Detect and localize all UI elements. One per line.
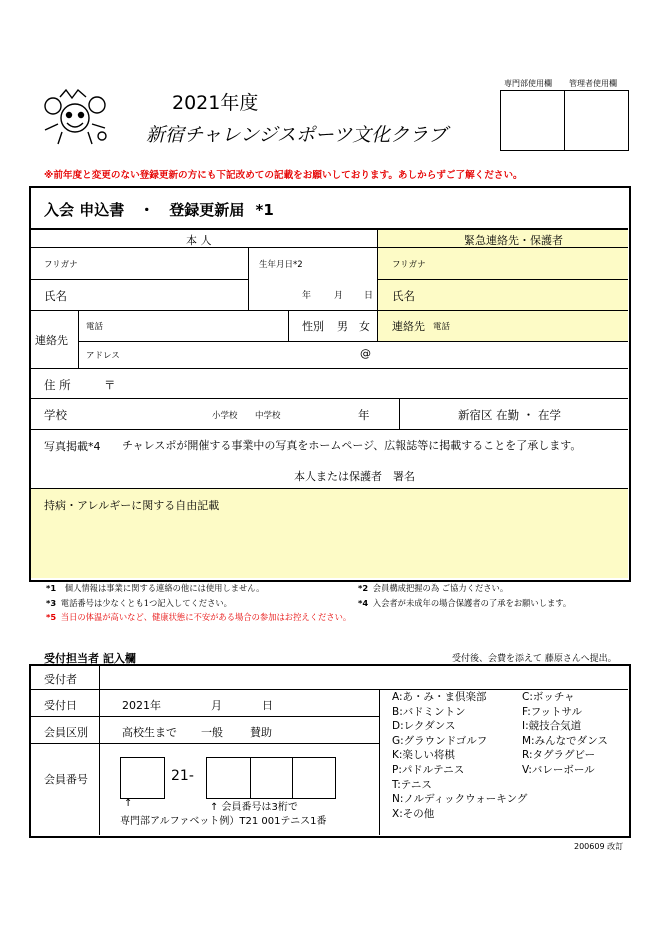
note-3	[46, 597, 232, 609]
em-name-label: 氏名	[392, 289, 415, 303]
school-label: 学校	[44, 408, 67, 422]
note-3-text: 電話番号は少なくとも1つ記入してください。	[60, 598, 232, 608]
note-5-text: 当日の体温が高いなど、健康状態に不安がある場合の参加はお控えください。	[60, 612, 352, 622]
reception-date-day: 日	[262, 699, 273, 712]
stamp-label-dept: 専門部使用欄	[504, 79, 552, 88]
note-3-mark: *3	[46, 598, 57, 608]
illness-input[interactable]	[36, 515, 622, 573]
club-codes-left	[392, 690, 527, 821]
note-1-text: 個人情報は事業に関する連絡の他には使用しません。	[64, 583, 265, 593]
club-code: D:レクダンス	[392, 720, 456, 733]
club-name: 新宿チャレンジスポーツ文化クラブ	[146, 124, 448, 146]
furigana-input[interactable]	[90, 250, 242, 276]
note-2	[358, 582, 508, 594]
em-name-input[interactable]	[420, 282, 620, 308]
em-furigana-input[interactable]	[440, 250, 620, 276]
club-code: T:テニス	[392, 778, 432, 791]
member-digit-2[interactable]	[249, 757, 293, 799]
phone-label: 電話	[86, 322, 104, 332]
update-notice: ※前年度と変更のない登録更新の方にも下記改めての記載をお願いしております。あしからずご了解ください。	[44, 170, 523, 181]
reception-title: 受付担当者 記入欄	[44, 652, 136, 665]
member-number-label: 会員番号	[44, 773, 88, 786]
receiver-input[interactable]	[104, 667, 622, 687]
note-2-mark: *2	[358, 583, 369, 593]
self-header: 本 人	[186, 234, 212, 247]
club-code: A:あ・み・ま倶楽部	[392, 691, 487, 703]
grade-unit: 年	[358, 408, 370, 422]
member-digit-3[interactable]	[292, 757, 336, 799]
phone-input[interactable]	[112, 313, 282, 339]
form-year: 2021年度	[172, 92, 259, 114]
form-title-text: 入会 申込書 ・ 登録更新届	[44, 201, 245, 219]
gender-label: 性別	[302, 320, 324, 333]
club-code: K:楽しい将棋	[392, 749, 455, 762]
note-1-mark: *1	[46, 583, 57, 593]
club-code: N:ノルディックウォーキング	[392, 793, 528, 806]
category-student[interactable]: 高校生まで	[122, 726, 177, 739]
birth-month-unit: 月	[334, 291, 344, 301]
gender-male[interactable]: 男	[337, 320, 348, 333]
form-title	[44, 199, 274, 220]
member-number-example: 専門部アルファベット例）T21 001テニス1番	[120, 816, 327, 827]
receiver-label: 受付者	[44, 673, 77, 686]
club-code: X:その他	[392, 807, 435, 820]
email-input[interactable]	[130, 344, 350, 366]
arrow-dept: ↑	[124, 798, 133, 809]
note-5	[46, 611, 351, 623]
stamp-box-admin[interactable]	[564, 90, 629, 151]
furigana-label: フリガナ	[44, 260, 78, 270]
junior-high-option[interactable]: 中学校	[255, 411, 281, 421]
revision-note: 200609 改訂	[574, 842, 624, 851]
member-digit-1[interactable]	[206, 757, 251, 799]
gender-female[interactable]: 女	[359, 320, 370, 333]
club-code: B:バドミントン	[392, 705, 466, 718]
arrow-number-hint: ↑ 会員番号は3桁で	[210, 802, 298, 813]
em-furigana-label: フリガナ	[392, 260, 426, 270]
photo-consent-text: チャレスポが開催する事業中の写真をホームページ、広報誌等に掲載することを了承します。	[122, 439, 582, 452]
member-dept-box[interactable]	[120, 757, 165, 799]
email-label: アドレス	[86, 351, 120, 361]
note-4-mark: *4	[358, 598, 369, 608]
signature-label: 本人または保護者 署名	[294, 470, 415, 483]
club-code: V:バレーボール	[522, 763, 595, 776]
club-code: R:タグラグビー	[522, 749, 596, 762]
email-at-sign: @	[360, 347, 371, 360]
shinjuku-status[interactable]: 新宿区 在勤 ・ 在学	[458, 408, 561, 422]
address-label: 住 所	[44, 378, 71, 392]
note-4-text: 入会者が未成年の場合保護者の了承をお願いします。	[372, 598, 572, 608]
illness-label: 持病・アレルギーに関する自由記載	[44, 499, 220, 512]
category-supporter[interactable]: 賛助	[250, 726, 272, 739]
reception-date-month: 月	[211, 699, 222, 712]
club-code: M:みんなでダンス	[522, 734, 608, 747]
category-general[interactable]: 一般	[201, 726, 223, 739]
elementary-option[interactable]: 小学校	[212, 411, 238, 421]
contact-label: 連絡先	[35, 334, 68, 347]
signature-input[interactable]	[430, 462, 620, 484]
form-title-mark: *1	[255, 201, 274, 219]
em-phone-input[interactable]	[460, 313, 620, 339]
club-code: P:パドルテニス	[392, 763, 465, 776]
birth-year-unit: 年	[302, 291, 312, 301]
address-input[interactable]	[120, 371, 620, 395]
photo-consent-label: 写真掲載*4	[44, 440, 101, 453]
member-number-prefix: 21-	[171, 768, 194, 784]
name-label: 氏名	[44, 289, 67, 303]
stamp-box-dept[interactable]	[500, 90, 565, 151]
club-code: C:ボッチャ	[522, 691, 575, 703]
emergency-header: 緊急連絡先・保護者	[464, 234, 563, 247]
club-mascot-logo	[40, 88, 110, 148]
postal-mark: 〒	[104, 378, 116, 392]
school-input[interactable]	[80, 401, 202, 425]
club-code: G:グラウンドゴルフ	[392, 734, 488, 747]
birthdate-label: 生年月日*2	[259, 260, 303, 270]
stamp-label-admin: 管理者使用欄	[569, 79, 617, 88]
club-code: I:競技合気道	[522, 720, 582, 733]
reception-note: 受付後、会費を添えて 藤原さんへ提出。	[452, 654, 617, 664]
em-contact-label: 連絡先	[392, 320, 425, 333]
em-phone-label: 電話	[433, 322, 451, 332]
club-code: F:フットサル	[522, 705, 583, 718]
name-input[interactable]	[80, 282, 242, 308]
reception-date-year: 2021年	[122, 699, 161, 712]
note-1	[46, 582, 264, 594]
note-4	[358, 597, 571, 609]
birth-day-unit: 日	[364, 291, 374, 301]
club-codes-right	[522, 690, 608, 778]
reception-date-label: 受付日	[44, 699, 77, 712]
category-label: 会員区別	[44, 726, 88, 739]
note-5-mark: *5	[46, 612, 57, 622]
note-2-text: 会員構成把握の為 ご協力ください。	[372, 583, 509, 593]
